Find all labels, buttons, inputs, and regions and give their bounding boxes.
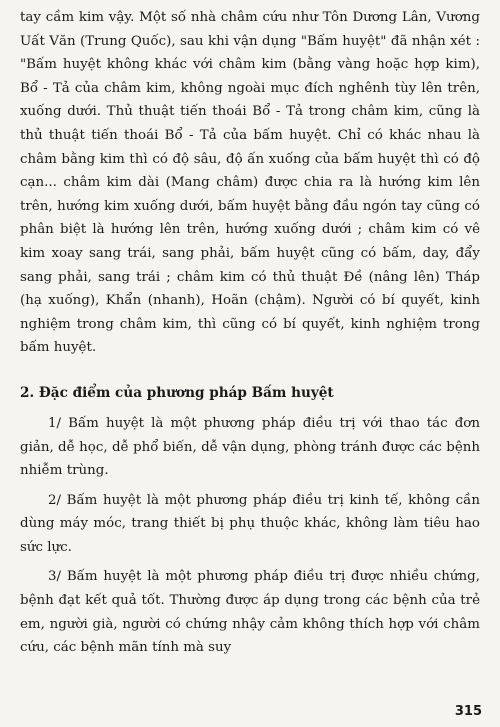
section-heading: 2. Đặc điểm của phương pháp Bấm huyệt <box>20 384 334 401</box>
page-number: 315 <box>454 704 482 719</box>
paragraph-1: tay cầm kim vậy. Một số nhà châm cứu như Tôn Dương Lân, Vương Uất Văn (Trung Quốc), sau khi vận dụng "Bấm huyệt" đã nhận xét : "Bấm huyệt không khác với châm kim (bằng vàng hoặc hợp kim), Bổ - Tả của châm kim, không ngoài mục đích nghênh tùy lên trên, xuống dưới. Thủ thuật tiến thoái Bổ - Tả trong châm kim, cũng là thủ thuật tiến thoái Bổ - Tả của bấm huyệt. Chỉ có khác nhau là châm bằng kim thì có độ sâu, độ ấn xuống của bấm huyệt thì có độ cạn... châm kim dài (Mang châm) được chia ra là hướng kim lên trên, hướng kim xuống dưới, bấm huyệt bằng đầu ngón tay cũng có phân biệt là hướng lên trên, hướng xuống dưới ; châm kim có vê kim xoay sang trái, sang phải, bấm huyệt cũng có bấm, day, đẩy sang phải, sang trái ; châm kim có thủ thuật Đề (nâng lên) Tháp (hạ xuống), Khẩn (nhanh), Hoãn (chậm). Người có bí quyết, kinh nghiệm trong châm kim, thì cũng có bí quyết, kinh nghiệm trong bấm huyệt. <box>20 10 480 356</box>
list-item-1: 1/ Bấm huyệt là một phương pháp điều trị với thao tác đơn giản, dễ học, dễ phổ biến, dễ vận dụng, phòng tránh được các bệnh nhiễm trùng. <box>20 415 480 479</box>
list-item-2: 2/ Bấm huyệt là một phương pháp điều trị kinh tế, không cần dùng máy móc, trang thiết bị phụ thuộc khác, không làm tiêu hao sức lực. <box>20 492 480 555</box>
list-item-3: 3/ Bấm huyệt là một phương pháp điều trị được nhiều chứng, bệnh đạt kết quả tốt. Thường được áp dụng trong các bệnh của trẻ em, người già, người có chứng nhậy cảm không thích hợp với châm cứu, các bệnh mãn tính mà suy <box>20 569 480 656</box>
